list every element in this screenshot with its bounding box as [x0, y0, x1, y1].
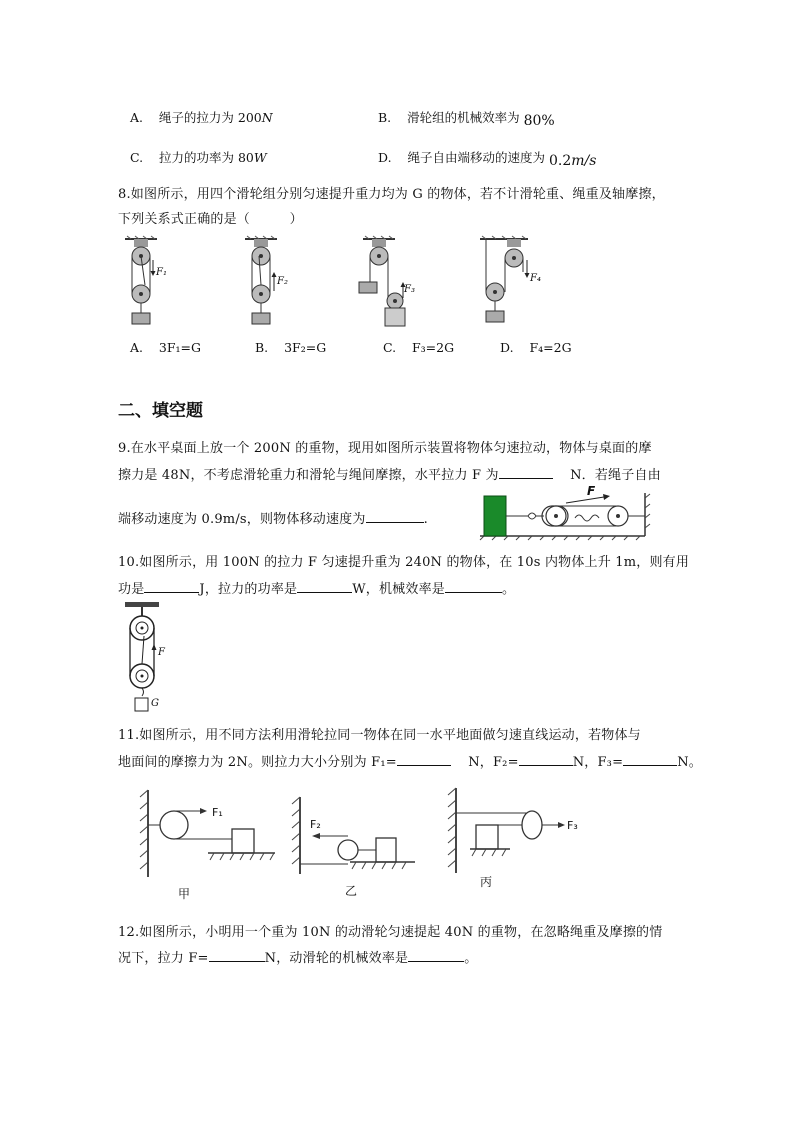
option-value: 80%: [523, 113, 555, 129]
option-value: 0.2: [548, 153, 572, 169]
option-text: 绳子自由端移动的速度为: [407, 150, 545, 165]
q11-caption-yi: 乙: [345, 884, 358, 898]
q9-line3: [118, 508, 428, 527]
q10-weight-label: G: [151, 698, 159, 709]
answer-blank[interactable]: [445, 580, 502, 593]
option-text: F₄=2G: [529, 340, 572, 355]
q10-force-label: F: [158, 647, 165, 658]
q11-figure-jia: [140, 785, 285, 880]
q9-line1: 9.在水平桌面上放一个 200N 的重物，现用如图所示装置将物体匀速拉动，物体与桌面的摩: [118, 441, 652, 456]
q8-option-b: [255, 340, 326, 355]
q12-line2: [118, 947, 477, 966]
option-letter: D.: [378, 150, 392, 165]
q9-line2: [118, 464, 661, 483]
answer-blank[interactable]: [209, 949, 265, 962]
q10-line1: 10.如图所示，用 100N 的拉力 F 匀速提升重为 240N 的物体，在 10s 内物体上升 1m，则有用: [118, 555, 690, 570]
force-label-f3: F₃: [404, 284, 415, 295]
q8-line2: 下列关系式正确的是（ ）: [118, 212, 303, 227]
text-segment: 况下，拉力 F=: [118, 951, 209, 966]
force-label-f4: F₄: [530, 273, 541, 284]
text-segment: N，动滑轮的机械效率是: [264, 951, 409, 966]
q11-force-label-f3: F₃: [567, 819, 578, 832]
q8-option-c: [383, 340, 454, 355]
text-segment: N，F₃=: [572, 755, 624, 770]
section-title: 二、填空题: [118, 401, 203, 421]
option-letter: A.: [130, 340, 144, 355]
answer-blank[interactable]: [499, 466, 553, 479]
option-unit: W: [253, 150, 267, 165]
q7-option-a: [130, 108, 273, 126]
text-segment: 。: [464, 951, 478, 966]
option-text: 滑轮组的机械效率为: [407, 110, 520, 125]
text-segment: N，F₂=: [468, 755, 519, 770]
text-segment: W，机械效率是: [352, 582, 445, 597]
option-letter: B.: [378, 110, 392, 125]
text-segment: 。: [501, 582, 516, 597]
text-segment: N．若绳子自由: [570, 468, 661, 483]
option-letter: C.: [130, 150, 144, 165]
answer-blank[interactable]: [297, 580, 352, 593]
q9-figure: [480, 488, 660, 540]
q11-force-label-f2: F₂: [310, 818, 321, 831]
option-text: 3F₁=G: [158, 340, 202, 355]
option-letter: D.: [500, 340, 514, 355]
q8-option-d: [500, 340, 572, 355]
answer-blank[interactable]: [366, 510, 424, 523]
q11-caption-bing: 丙: [480, 875, 493, 889]
q12-line1: 12.如图所示，小明用一个重为 10N 的动滑轮匀速提起 40N 的重物，在忽略绳重及摩擦的情: [118, 925, 663, 940]
q10-figure: [122, 602, 172, 714]
answer-blank[interactable]: [408, 949, 464, 962]
option-text: 绳子的拉力为 200: [158, 110, 262, 125]
option-text: F₃=2G: [412, 340, 455, 355]
force-label-f1: F₁: [156, 267, 167, 278]
q11-line2: [118, 751, 702, 770]
q11-figure-yi: [290, 792, 420, 880]
q11-caption-jia: 甲: [178, 887, 191, 901]
q11-force-label-f1: F₁: [212, 806, 223, 819]
option-letter: A.: [130, 110, 144, 125]
text-segment: 擦力是 48N，不考虑滑轮重力和滑轮与绳间摩擦，水平拉力 F 为: [118, 468, 499, 483]
option-text: 3F₂=G: [284, 340, 327, 355]
pulley-figure-1: [120, 236, 170, 328]
option-unit: N: [261, 110, 273, 125]
q7-option-d: [378, 148, 597, 169]
q7-option-c: [130, 148, 267, 166]
option-text: 拉力的功率为 80: [159, 150, 254, 165]
pulley-figure-3: [355, 236, 415, 328]
answer-blank[interactable]: [519, 753, 573, 766]
pulley-figure-4: [478, 236, 538, 328]
text-segment: 地面间的摩擦力为 2N。则拉力大小分别为 F₁=: [118, 755, 397, 770]
q11-line1: 11.如图所示，用不同方法利用滑轮拉同一物体在同一水平地面做匀速直线运动，若物体与: [118, 728, 641, 743]
answer-blank[interactable]: [144, 580, 199, 593]
text-segment: N。: [677, 755, 702, 770]
text-segment: 端移动速度为 0.9m/s，则物体移动速度为: [118, 512, 366, 527]
answer-blank[interactable]: [623, 753, 677, 766]
q9-force-label: F: [587, 484, 596, 498]
text-segment: .: [423, 512, 428, 527]
text-segment: J，拉力的功率是: [199, 582, 298, 597]
option-letter: C.: [383, 340, 397, 355]
q7-option-b: [378, 108, 555, 129]
q10-line2: [118, 578, 515, 597]
option-unit: m/s: [571, 153, 597, 169]
answer-blank[interactable]: [397, 753, 451, 766]
q8-option-a: [130, 340, 201, 355]
q8-line1: 8.如图所示，用四个滑轮组分别匀速提升重力均为 G 的物体，若不计滑轮重、绳重及轴摩擦，: [118, 187, 665, 202]
option-letter: B.: [255, 340, 269, 355]
force-label-f2: F₂: [277, 276, 288, 287]
text-segment: 功是: [118, 582, 145, 597]
